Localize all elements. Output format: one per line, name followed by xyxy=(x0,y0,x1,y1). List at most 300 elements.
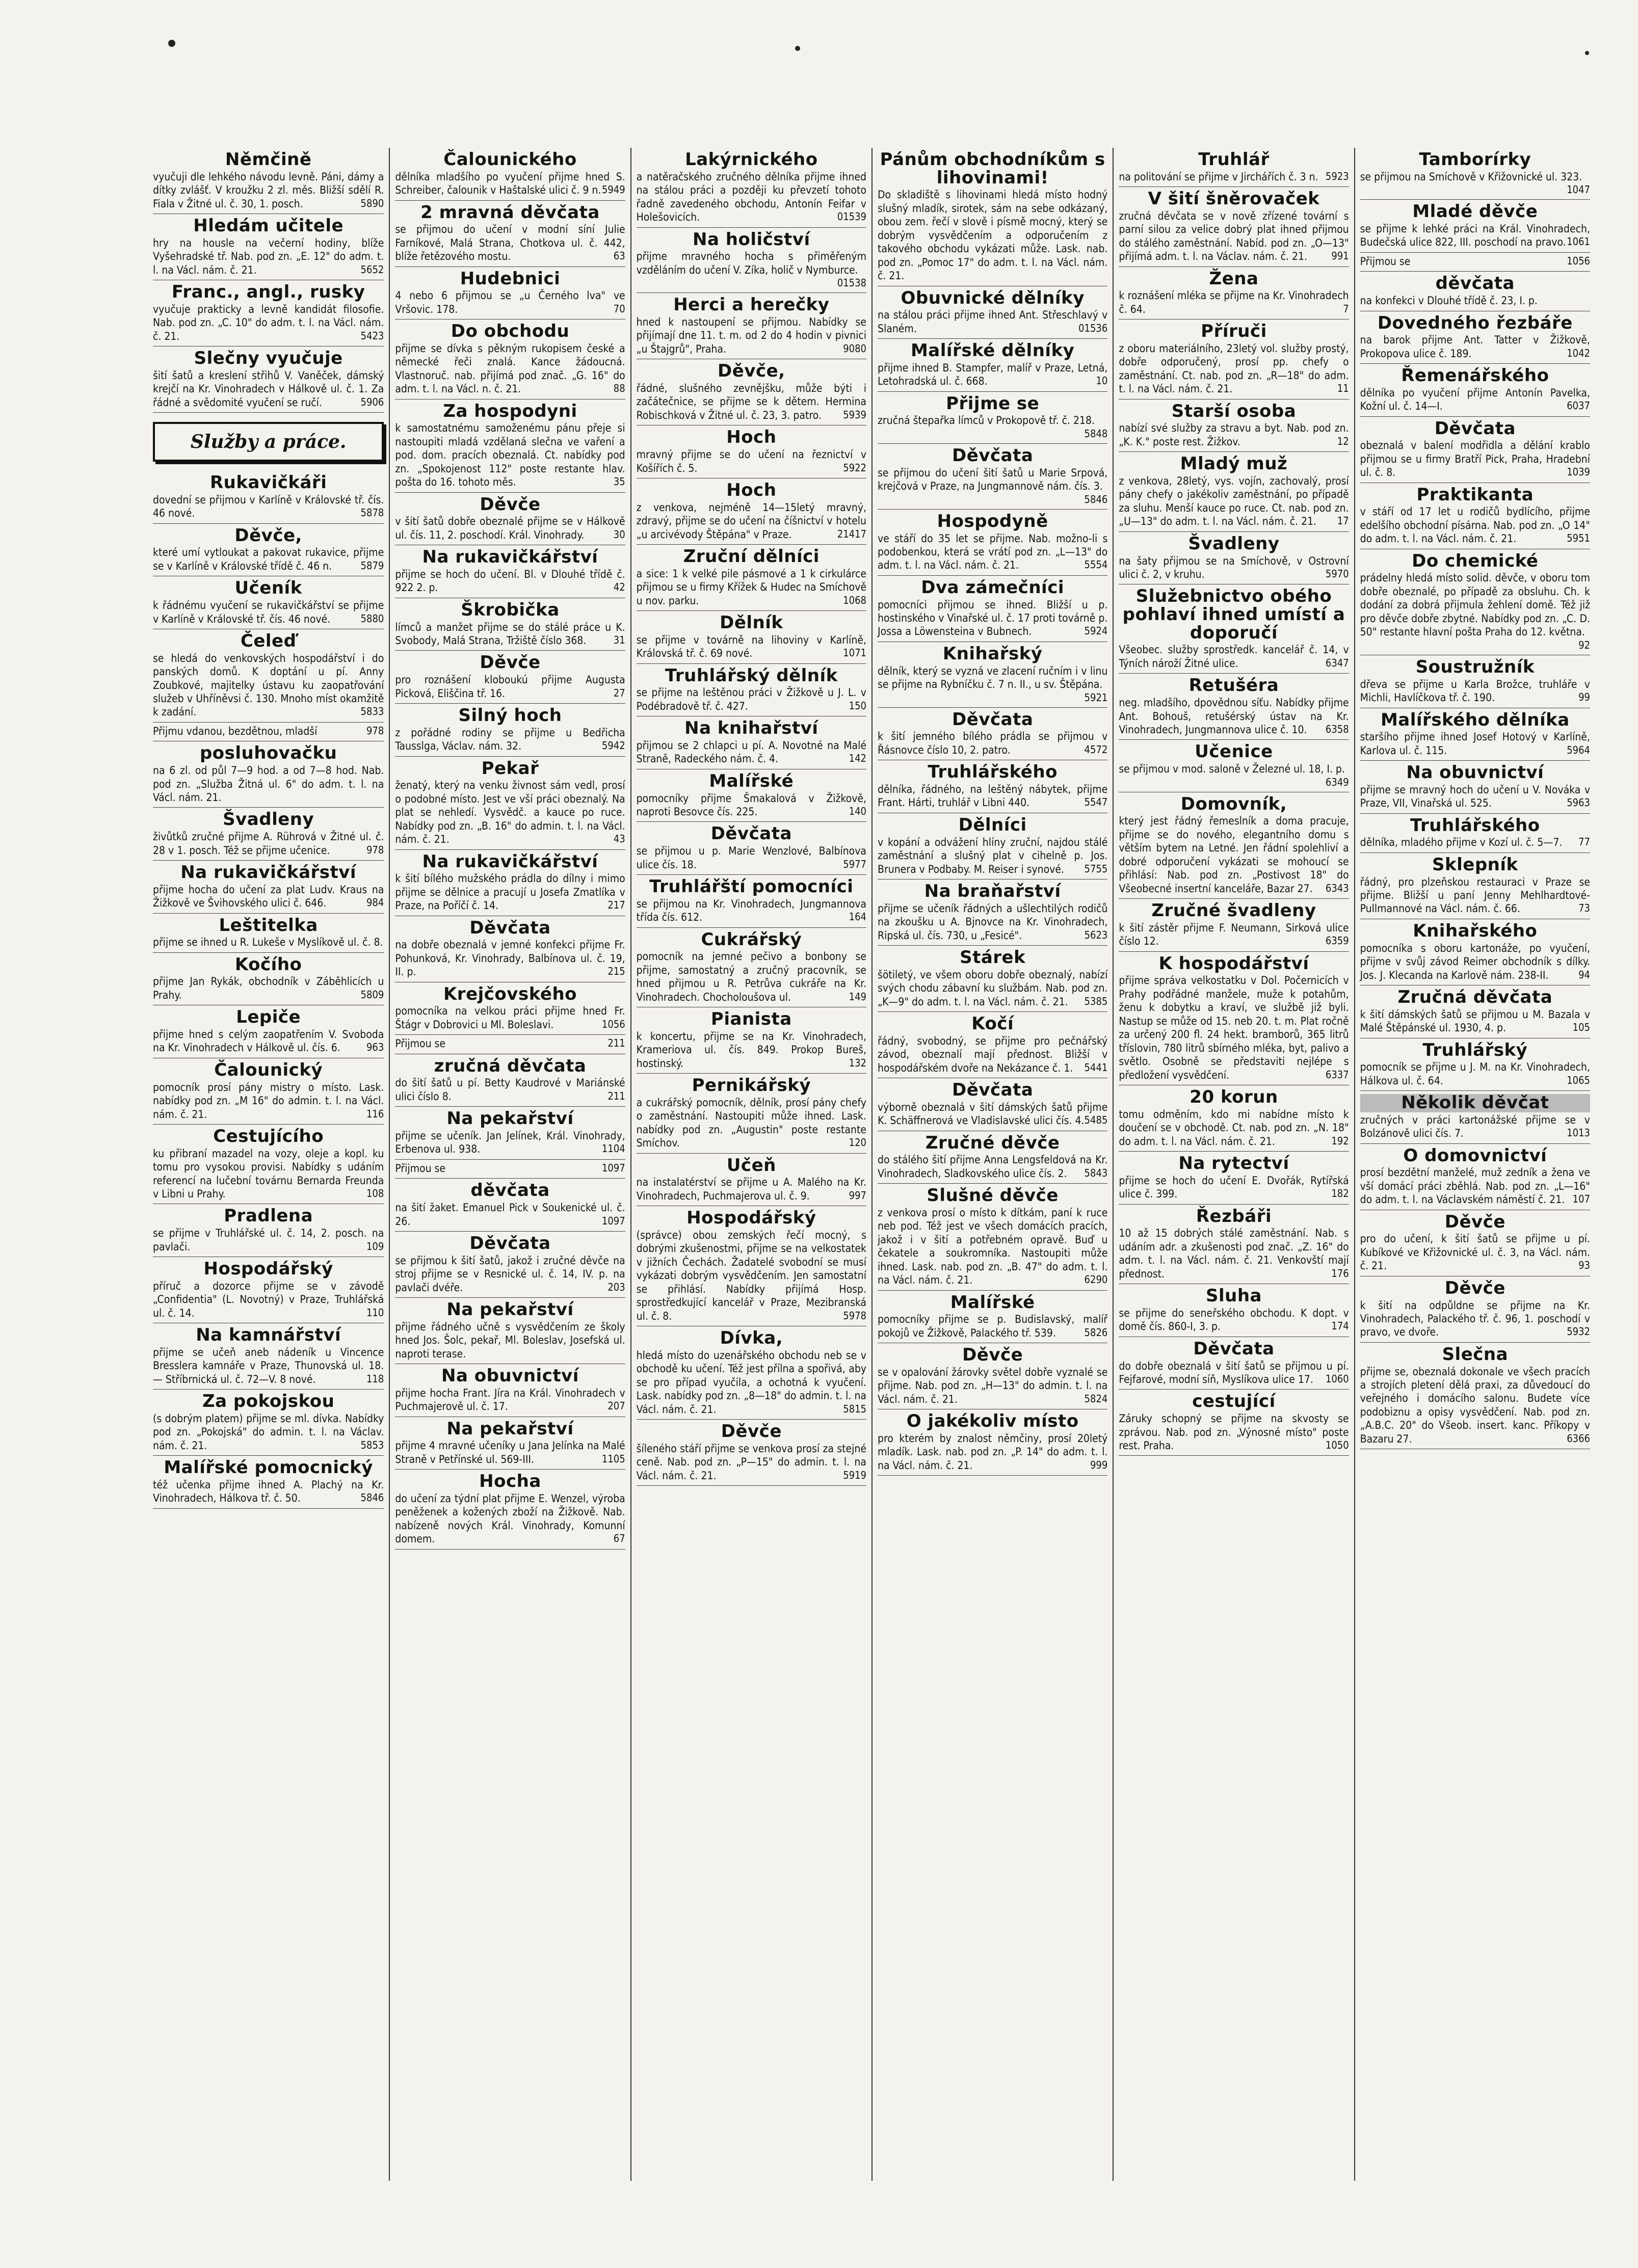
ad-number: 984 xyxy=(366,896,384,909)
ad-body: staršího přijme ihned Josef Hotový v Karlíně, Karlova ul. č. 115. 5964 xyxy=(1360,731,1590,757)
classified-ad xyxy=(1119,792,1349,899)
classified-ad xyxy=(1360,483,1590,549)
classified-ad xyxy=(637,611,866,664)
ad-heading: Na obuvnictví xyxy=(441,1366,579,1386)
ad-body: Do skladiště s lihovinami hledá místo hodný slušný mladík, sirotek, sám na sebe odkázaný, obou zem. řečí v slově i písmě mocný, který se dobrým vysvědčením a odporučením z takového obchodu vykázati může. Lask. nab. pod zn. „Pomoc 17" do adm. t. l. na Václ. nám. č. 21. xyxy=(878,189,1108,282)
ad-heading: Na rukavičkářství xyxy=(422,851,598,872)
ad-heading: Truhlářského xyxy=(928,762,1058,783)
ad-heading: Malířského dělníka xyxy=(1380,709,1570,730)
classified-ad xyxy=(153,148,384,214)
ad-body: pomocník na jemné pečivo a bonbony se přijme, samostatný a zručný pracovník, se hned přijmou u R. Petrůva cukráře na Kr. Vinohradech. Chocholoušova ul. 149 xyxy=(636,950,866,1003)
classified-ad xyxy=(1119,399,1349,452)
ad-heading: Kočí xyxy=(971,1013,1014,1034)
section-banner: Služby a práce. xyxy=(153,422,384,462)
ad-body: dělníka mladšího po vyučení přijme hned S. Schreiber, čalounik v Haštalské ulici č. 9 n. 5949 xyxy=(395,170,625,197)
ad-heading: Retušéra xyxy=(1188,675,1279,696)
ad-number: 110 xyxy=(366,1306,384,1319)
ad-body: též učenka přijme ihned A. Plachý na Kr. Vinohradech, Hálkova tř. č. 50. 5846 xyxy=(153,1478,384,1505)
ad-number: 963 xyxy=(366,1041,384,1054)
ad-number: 5942 xyxy=(601,739,625,752)
ad-heading: Dělníci xyxy=(958,814,1027,835)
classified-ad xyxy=(1360,253,1590,272)
ad-number: 5923 xyxy=(1325,170,1349,182)
ad-body: (s dobrým platem) přijme se ml. dívka. Nabídky pod zn. „Pokojská" do admin. t. l. na Václav. nám. č. 21. 5853 xyxy=(153,1412,384,1452)
classified-ad xyxy=(153,280,384,346)
ad-body: pro do učení, k šití šatů se přijme u pí. Kubíkové ve Křižovnické ul. č. 3, na Václ. nám. č. 21. 93 xyxy=(1360,1233,1590,1272)
classified-ad xyxy=(395,201,625,267)
ad-number: 5879 xyxy=(360,559,384,572)
ad-body: se přijme v Truhlářské ul. č. 14, 2. posch. na pavlači. 109 xyxy=(153,1227,384,1253)
ad-body: ku přibraní mazadel na vozy, oleje a kopl. ku tomu pro vysokou provisi. Nabídky s udáním referencí na lučební továrnu Bernarda Freunda v Libni u Prahy. 108 xyxy=(153,1147,384,1200)
ad-number: 1097 xyxy=(601,1161,625,1174)
ad-heading: zručná děvčata xyxy=(434,1055,587,1076)
classified-ad xyxy=(637,1206,866,1326)
classified-ad xyxy=(878,1343,1107,1409)
ad-heading: Učeň xyxy=(726,1155,776,1176)
classified-ad xyxy=(1119,674,1349,740)
ad-body: se přijmou v mod. saloně v Železné ul. 18, I. p. 6349 xyxy=(1119,763,1349,788)
ad-number: 5963 xyxy=(1567,796,1590,809)
classified-ad xyxy=(637,1074,866,1154)
ad-heading: Truhlářského xyxy=(1410,815,1540,836)
classified-ad xyxy=(153,1125,384,1205)
ad-body: k šití na odpůldne se přijme na Kr. Vinohradech, Palackého tř. č. 96, 1. poschodí v pravo, ve dvoře. 5932 xyxy=(1360,1299,1590,1339)
classified-ad xyxy=(637,716,866,769)
ad-heading: Malířské pomocnický xyxy=(164,1457,373,1478)
ad-heading: Pánům obchodníkům s lihovinami! xyxy=(880,149,1105,188)
ad-heading: Sklepník xyxy=(1432,854,1518,875)
ad-heading: Starší osoba xyxy=(1171,401,1297,421)
classified-ad xyxy=(878,760,1107,813)
ad-body: přijme se, obeznalá dokonale ve všech pracích a strojích pletení dělá praxi, za důvedoucí do veřejného i domácího salonu. Budete více podobiznu a opisy vysvědčení. Nab. pod zn. „A.B.C. 20" do Všeob. insert. kanc. Příkopy v Bazaru 27. 6366 xyxy=(1360,1365,1590,1445)
ad-heading: Učeník xyxy=(234,578,302,599)
punch-hole xyxy=(795,46,800,51)
classified-ad xyxy=(395,148,625,201)
ad-body: přijme hocha do učení za plat Ludv. Kraus na Žižkově ve Švihovského ulici č. 646. 984 xyxy=(153,883,384,910)
classified-ad xyxy=(637,1154,866,1207)
ad-body: pomocníky přijme se p. Budislavský, malíř pokojů ve Žižkově, Palackého tř. 539. 5826 xyxy=(878,1313,1108,1339)
ad-heading: Řemenářského xyxy=(1401,365,1549,386)
ad-heading: Služebnictvo obého pohlaví ihned umístí a doporučí xyxy=(1122,586,1345,643)
ad-number: 42 xyxy=(613,581,625,594)
ad-number: 5815 xyxy=(843,1402,866,1415)
ad-number: 1071 xyxy=(843,647,866,659)
ad-heading: Do chemické xyxy=(1412,550,1539,571)
ad-number: 94 xyxy=(1578,968,1590,981)
ad-heading: Hledám učitele xyxy=(193,216,344,236)
ad-heading: Pekař xyxy=(481,758,539,779)
classified-ad xyxy=(1119,187,1349,267)
ad-number: 150 xyxy=(849,699,866,712)
ad-body: k šití jemného bílého prádla se přijmou v Řásnovce číslo 10, 2. patro. 4572 xyxy=(878,730,1108,756)
classified-ad xyxy=(878,1012,1107,1078)
classified-ad xyxy=(153,723,384,741)
ad-body: se přijmou na Smíchově v Křižovnické ul. 323. 1047 xyxy=(1360,170,1590,196)
ad-number: 1097 xyxy=(601,1214,625,1227)
ad-number: 991 xyxy=(1331,250,1349,262)
classified-ad xyxy=(878,1184,1107,1290)
ad-heading: Mladé děvče xyxy=(1412,201,1538,222)
ad-number: 5890 xyxy=(360,197,384,209)
classified-ad xyxy=(1119,148,1349,187)
ad-number: 1056 xyxy=(1567,254,1590,267)
classified-ad xyxy=(1119,319,1349,399)
ad-body: k roznášení mléka se přijme na Kr. Vinohradech č. 64. 7 xyxy=(1119,289,1349,315)
ad-body: dělníka, mladého přijme v Kozí ul. č. 5—7. 77 xyxy=(1360,836,1590,849)
classified-ad xyxy=(878,444,1107,510)
ad-heading: 2 mravná děvčata xyxy=(420,202,600,223)
classified-ad xyxy=(878,286,1107,339)
ad-number: 5554 xyxy=(1084,558,1108,571)
ad-number: 01538 xyxy=(837,277,866,289)
ad-number: 5924 xyxy=(1084,625,1108,637)
ad-body: se přijmou k šití šatů, jakož i zručné děvče na stroj přijme se v Resnické ul. č. 14, IV. p. na pavlači dvéře. 203 xyxy=(395,1254,625,1294)
ad-body: Přijmou se 1097 xyxy=(395,1161,625,1175)
classified-ad xyxy=(153,1390,384,1456)
ad-body: do stálého šití přijme Anna Lengsfeldová na Kr. Vinohradech, Sladkovského ulice čís. 2. 5843 xyxy=(878,1154,1108,1180)
ad-body: hry na housle na večerní hodiny, blíže Vyšehradské tř. Nab. pod zn. „E. 12" do adm. t. l. na Václ. nám. č. 21. 5652 xyxy=(153,236,384,276)
ad-body: k samostatnému samoženému pánu přeje si nastoupiti mladá vzdělaná slečna ve vaření a pod. dom. pracích obeznalá. Ct. nabídky pod zn. „Spokojenost 112" poste restante hlav. pošta do 16. tohoto měs. 35 xyxy=(395,422,625,489)
ad-number: 5853 xyxy=(360,1438,384,1451)
ad-body: k šití zástěr přijme F. Neumann, Sirková ulice číslo 12. 6359 xyxy=(1119,921,1349,948)
ad-body: příruč a dozorce přijme se v závodě „Confidentia" (L. Novotný) v Praze, Truhlářská ul. č. 14. 110 xyxy=(153,1279,384,1319)
ad-heading: Na kamnářství xyxy=(196,1325,341,1346)
ad-number: 5919 xyxy=(843,1469,866,1481)
ad-heading: Slečna xyxy=(1442,1344,1509,1365)
ad-heading: Děvče, xyxy=(718,361,785,382)
ad-number: 1039 xyxy=(1567,466,1590,478)
ad-number: 21417 xyxy=(837,527,866,540)
classified-ad xyxy=(878,576,1107,642)
ad-body: přijme se hoch do učení. Bl. v Dlouhé třídě č. 922 2. p. 42 xyxy=(395,568,625,594)
ad-body: k koncertu, přijme se na Kr. Vinohradech, Krameriova ul. čís. 849. Prokop Bureš, hostinský. 132 xyxy=(636,1030,866,1070)
ad-body: se přijmou do učení v modní síní Julie Farníkové, Malá Strana, Chotkova ul. č. 442, blíže řetězového mostu. 63 xyxy=(395,223,625,263)
ad-number: 5977 xyxy=(843,858,866,870)
ad-number: 10 xyxy=(1096,375,1108,387)
ad-body: do šití šatů u pí. Betty Kaudrové v Mariánské ulici číslo 8. 211 xyxy=(395,1077,625,1103)
classified-ad xyxy=(637,769,866,822)
ad-heading: Přijme se xyxy=(946,393,1040,414)
ad-number: 5824 xyxy=(1084,1392,1108,1405)
classified-ad xyxy=(395,651,625,704)
ad-number: 92 xyxy=(1578,638,1590,651)
ad-number: 17 xyxy=(1337,515,1349,527)
classified-ad xyxy=(637,293,866,359)
ad-heading: Hocha xyxy=(479,1471,541,1492)
classified-ad xyxy=(153,1005,384,1058)
ad-body: a natěračského zručného dělníka přijme ihned na stálou práci a později ku převzetí tohoto řadně zavedeného obchodu, Antonín Feifar v Holešovicích. 01539 xyxy=(636,170,866,224)
classified-ad xyxy=(878,708,1107,761)
classified-ad xyxy=(153,1257,384,1323)
ad-body: pomocníky přijme Šmakalová v Žižkově, naproti Besovce čís. 225. 140 xyxy=(636,792,866,818)
ad-body: na šití žaket. Emanuel Pick v Soukenické ul. č. 26. 1097 xyxy=(395,1202,625,1228)
ad-heading: Lepiče xyxy=(236,1007,301,1028)
ad-number: 211 xyxy=(607,1089,625,1102)
ad-body: se přijme v továrně na lihoviny v Karlíně, Královská tř. č. 69 nové. 1071 xyxy=(636,633,866,660)
classified-ad xyxy=(1119,1085,1349,1152)
ad-number: 108 xyxy=(366,1187,384,1200)
ad-heading: Zruční dělníci xyxy=(683,546,820,567)
classified-ad xyxy=(153,576,384,629)
classified-ad xyxy=(1360,1343,1590,1449)
ad-body: řádný, pro plzeňskou restauraci v Praze se přijme. Bližší u paní Jenny Mehlhardtové-Pullmannové na Václ. nám. č. 66. 73 xyxy=(1360,875,1590,915)
ad-number: 1061 xyxy=(1567,235,1590,248)
ad-body: na šaty přijmou se na Smíchově, v Ostrovní ulici č. 2, v kruhu. 5970 xyxy=(1119,554,1349,580)
classified-ad xyxy=(1360,200,1590,253)
ad-heading: Malířské dělníky xyxy=(910,340,1075,361)
classified-ad xyxy=(395,1179,625,1232)
classified-ad xyxy=(878,1291,1107,1344)
classified-ad xyxy=(878,879,1107,946)
ad-number: 5970 xyxy=(1325,567,1349,580)
ad-number: 5964 xyxy=(1567,743,1590,756)
ad-number: 1060 xyxy=(1325,1372,1349,1385)
ad-heading: Na pekařství xyxy=(446,1299,574,1320)
ad-heading: Cestujícího xyxy=(213,1126,324,1146)
ad-heading: Žena xyxy=(1209,268,1259,289)
classified-ad xyxy=(153,914,384,953)
classified-ad xyxy=(1360,985,1590,1038)
ad-body: Přijmu vdanou, bezdětnou, mladší 978 xyxy=(153,724,384,737)
ad-heading: Pianista xyxy=(710,1009,792,1030)
ad-heading: Sluha xyxy=(1205,1286,1262,1306)
ad-heading: cestující xyxy=(1192,1391,1276,1412)
ad-heading: Hospodyně xyxy=(937,511,1048,531)
classified-ad xyxy=(395,704,625,757)
ad-body: tomu odměním, kdo mi nabídne místo k doučení se v obchodě. Ct. nab. pod zn. „N. 18" do adm. t. l. na Václ. nám. č. 21. 192 xyxy=(1119,1108,1349,1148)
ad-heading: Dva zámečníci xyxy=(921,577,1065,598)
ad-heading: Mladý muž xyxy=(1180,453,1288,474)
ad-body: se přijmou na Kr. Vinohradech, Jungmannova třída čís. 612. 164 xyxy=(636,897,866,924)
classified-ad xyxy=(1360,272,1590,311)
ad-number: 5880 xyxy=(360,612,384,625)
ad-body: zručná štepařka límců v Prokopově tř. č. 218. 5848 xyxy=(878,414,1108,440)
ad-number: 01539 xyxy=(837,210,866,223)
ad-body: přijme hned s celým zaopatřením V. Svoboda na Kr. Vinohradech v Hálkově ul. čís. 6. 963 xyxy=(153,1028,384,1054)
ad-number: 120 xyxy=(849,1136,866,1149)
classified-ad xyxy=(1119,267,1349,320)
ad-body: hledá místo do uzenářského obchodu neb se v obchodě ku učení. Též jest přílna a spořivá, aby se pro případ vyučila, a ochotná k vyučení. Lask. nabídky pod zn. „8—18" do admin. t. l. na Václ. nám. č. 21. 5815 xyxy=(636,1349,866,1416)
ad-body: přijme mravného hocha s přiměřeným vzděláním do učení V. Zíka, holič v Nymburce. 01538 xyxy=(636,250,866,289)
classified-ad xyxy=(395,757,625,850)
classified-ad xyxy=(395,1417,625,1470)
ad-number: 35 xyxy=(613,475,625,488)
classified-ad xyxy=(395,267,625,320)
ad-number: 6366 xyxy=(1567,1432,1590,1445)
ad-number: 5922 xyxy=(843,461,866,474)
ad-heading: Několik děvčat xyxy=(1360,1094,1590,1112)
ad-body: v kopání a odvážení hlíny zruční, najdou stálé zaměstnání a slušný plat v cihelně p. Jos. Brunera v Podbaby. M. Reiser i synové. 5755 xyxy=(878,836,1108,875)
ad-body: přijme hocha Frant. Jíra na Král. Vinohradech v Puchmajerově ul. č. 17. 207 xyxy=(395,1386,625,1413)
ad-number: 1056 xyxy=(601,1018,625,1030)
ad-heading: Dovedného řezbáře xyxy=(1377,312,1573,333)
classified-ad xyxy=(1360,708,1590,761)
ad-heading: Švadleny xyxy=(1188,533,1280,554)
classified-ad xyxy=(1119,1152,1349,1205)
ad-body: ve stáří do 35 let se přijme. Nab. možno-li s podobenkou, která se vrátí pod zn. „L—13" do adm. t. l. na Václ. nám. č. 21. 5554 xyxy=(878,532,1108,572)
ad-body: (správce) obou zemských řečí mocný, s dobrými zkušenostmi, přijme se na velkostatek v jižních Čechách. Žadatelé svobodní se musí vykázati dobrým vysvědčením. Jen samostatní se přihlásí. Nabídky přijímá Hosp. sprostředkující kancelář v Praze, Mezibranská ul. č. 8. 5978 xyxy=(636,1229,866,1322)
punch-hole xyxy=(168,40,175,47)
ad-heading: Děvče xyxy=(1444,1277,1505,1298)
ad-body: na 6 zl. od půl 7—9 hod. a od 7—8 hod. Nab. pod zn. „Služba Žitná ul. 6" do adm. t. l. na Václ. nám. 21. xyxy=(153,764,384,804)
ad-heading: Stárek xyxy=(960,947,1026,968)
ad-body: pro roznášení kloboukú přijme Augusta Picková, Eliščina tř. 16. 27 xyxy=(395,674,625,700)
ad-number: 88 xyxy=(613,382,625,395)
ad-number: 174 xyxy=(1331,1320,1349,1332)
ad-number: 1050 xyxy=(1325,1439,1349,1451)
ad-body: mravný přijme se do učení na řeznictví v Košířích č. 5. 5922 xyxy=(636,448,866,474)
classified-ad xyxy=(395,598,625,651)
ad-number: 5932 xyxy=(1567,1325,1590,1338)
ad-heading: Děvčata xyxy=(952,709,1034,730)
ad-number: 27 xyxy=(613,686,625,699)
ad-number: 140 xyxy=(849,805,866,817)
classified-ad xyxy=(637,425,866,478)
ad-number: 70 xyxy=(613,302,625,315)
ad-heading: Franc., angl., rusky xyxy=(171,282,365,303)
ad-body: obeznalá v balení modřidla a dělání krablo přijmou se u firmy Bratří Pick, Praha, Hradební ul. č. 8. 1039 xyxy=(1360,439,1590,479)
ad-body: pomocník prosí pány mistry o místo. Lask. nabídky pod zn. „M 16" do admin. t. l. na Václ. nám. č. 21. 116 xyxy=(153,1081,384,1120)
ad-number: 5939 xyxy=(843,408,866,421)
ad-body: šíleného stáří přijme se venkova prosí za stejné ceně. Nab. pod zn. „P—15" do admin. t. l. na Václ. nám. č. 21. 5919 xyxy=(636,1442,866,1482)
ad-number: 1105 xyxy=(601,1452,625,1465)
column-4 xyxy=(871,148,1113,2181)
classified-ad xyxy=(153,1058,384,1125)
ad-body: límců a manžet přijme se do stálé práce u K. Svobody, Malá Strana, Tržiště číslo 368. 31 xyxy=(395,621,625,647)
classified-ad xyxy=(395,399,625,493)
ad-body: se přijmou do učení šití šatů u Marie Srpová, krejčová v Praze, na Jungmannově nám. čís. 3. 5846 xyxy=(878,466,1108,505)
ad-number: 5423 xyxy=(360,329,384,342)
ad-number: 107 xyxy=(1572,1193,1590,1206)
ad-heading: Děvče xyxy=(1444,1211,1505,1232)
ad-number: 1042 xyxy=(1567,346,1590,359)
ad-heading: Pernikářský xyxy=(692,1075,811,1096)
ad-number: 11 xyxy=(1337,382,1349,395)
ad-body: se přijme do seneřského obchodu. K dopt. v domě čís. 860-I, 3. p. 174 xyxy=(1119,1306,1349,1333)
classified-ad xyxy=(637,1420,866,1486)
ad-body: přijme se ihned u R. Lukeše v Myslíkově ul. č. 8. xyxy=(153,936,383,949)
ad-number: 176 xyxy=(1331,1267,1349,1279)
classified-ad xyxy=(395,916,625,982)
ad-body: zručná děvčata se v nově zřízené tovární s parní silou za velice dobrý plat ihned přijmou do stálého zaměstnání. Nabíd. pod zn. „O—13" přijímá adm. t. l. na Václav. nám. č. 21. 991 xyxy=(1119,209,1349,263)
ad-number: 5848 xyxy=(1084,427,1108,440)
classified-ad xyxy=(637,1007,866,1074)
ad-heading: Za hospodyni xyxy=(443,401,577,421)
ad-body: se hledá do venkovských hospodářství i do panských domů. K doptání u pí. Anny Zoubkové, majitelky ústavu ku zaopatřování služeb v Uhříněvsi č. 130. Mnoho míst okamžitě k zadání. 5833 xyxy=(153,652,384,718)
ad-number: 1013 xyxy=(1567,1127,1590,1139)
column-5 xyxy=(1113,148,1354,2181)
classified-ad xyxy=(1360,364,1590,417)
ad-number: 6347 xyxy=(1325,656,1349,669)
ad-body: do dobře obeznalá v šití šatů se přijmou u pí. Fejfarové, modní síň, Myslíkova ulice 17. 1060 xyxy=(1119,1359,1349,1385)
classified-ad xyxy=(153,524,384,577)
ad-heading: Herci a herečky xyxy=(673,295,830,315)
classified-ad xyxy=(1119,452,1349,532)
ad-heading: Hoch xyxy=(726,427,777,448)
ad-body: se přijme k lehké práci na Král. Vinohradech, Budečská ulice 822, III. poschodí na pravo. 1061 xyxy=(1360,223,1590,249)
ad-number: 164 xyxy=(849,911,866,923)
ad-heading: Na obuvnictví xyxy=(1406,762,1544,783)
ad-number: 7 xyxy=(1343,302,1349,315)
ad-heading: V šití šněrovaček xyxy=(1148,189,1320,209)
ad-number: 5826 xyxy=(1084,1326,1108,1339)
ad-body: dovední se přijmou v Karlíně v Královské tř. čís. 46 nové. 5878 xyxy=(153,493,384,520)
classified-ad xyxy=(395,1035,625,1054)
ad-number: 93 xyxy=(1578,1259,1590,1272)
ad-heading: Obuvnické dělníky xyxy=(901,287,1085,308)
ad-body: dělníka, řádného, na leštěný nábytek, přijme Frant. Hárti, truhlář v Libni 440. 5547 xyxy=(878,783,1108,809)
classified-ad xyxy=(395,1364,625,1417)
ad-heading: Dívka, xyxy=(720,1328,783,1349)
ad-body: řádné, slušného zevnějšku, může býti i začátečnice, se přijme se k dětem. Hermina Robischková v Žitné ul. č. 23, 3. patro. 5939 xyxy=(636,382,866,421)
ad-number: 5846 xyxy=(360,1491,384,1504)
classified-ad xyxy=(1360,1276,1590,1343)
ad-body: pomocníka na velkou práci přijme hned Fr. Štágr v Dobrovici u Ml. Boleslavi. 1056 xyxy=(395,1005,625,1031)
classified-ad xyxy=(878,1078,1107,1131)
classified-ad xyxy=(637,928,866,1008)
ad-body: přijme správa velkostatku v Dol. Počernicích v Prahy podřádné manžele, muže k potahům, ženu k dobytku a kraví, ve službě již byli. Nastup se může od 15. neb 20. t. m. Plat ročně za určený 200 fl. 24 hekt. bramborů, 365 litrů tříslovin, 780 litrů sbírného mléka, byt, palivo a světlo. Osobně se představiti nejlépe s předložení vysvědčení. 6337 xyxy=(1119,974,1349,1081)
classified-ad xyxy=(395,1160,625,1179)
ad-heading: Na braňařství xyxy=(924,880,1061,901)
ad-number: 5878 xyxy=(360,506,384,519)
ad-body: Přijmou se 211 xyxy=(395,1037,625,1050)
ad-body: dělník, který se vyzná ve zlacení ručním i v linu se přijme na Rybníčku č. 7 n. II., u sv. Štěpána. 5921 xyxy=(878,664,1108,704)
ad-heading: K hospodářství xyxy=(1158,953,1309,974)
ad-number: 118 xyxy=(366,1372,384,1385)
classified-ad xyxy=(153,1204,384,1257)
classified-ad xyxy=(637,148,866,228)
ad-heading: Na holičství xyxy=(693,229,810,250)
ad-body: z venkova, 28letý, vys. vojín, zachovalý, prosí pány chefy o jakékoliv zaměstnání, po případě za sluhu. Menší kauce po ruce. Ct. nab. pod zn. „U—13" do adm. t. l. na Václ. nám. č. 21. 17 xyxy=(1119,475,1349,528)
ad-body: přijme řádného učně s vysvědčením ze školy hned Jos. Šolc, pekař, Ml. Boleslav, Josefská ul. naproti terase. xyxy=(395,1320,625,1360)
ad-body: řádný, svobodný, se přijme pro pečnářský závod, obeznalí mají přednost. Bližší v hospodářském dvoře na Nekázance č. 1. 5441 xyxy=(878,1034,1108,1074)
ad-body: dřeva se přijme u Karla Brožce, truhláře v Michli, Havlíčkova tř. č. 190. 99 xyxy=(1360,678,1590,704)
ad-body: do učení za týdní plat přijme E. Wenzel, výroba peněženek a kožených zboží na Žižkově. Nab. nabízeně nových Král. Vinohrady, Komunní domem. 67 xyxy=(395,1492,625,1545)
ad-heading: Na rukavičkářství xyxy=(422,547,598,568)
classified-ad xyxy=(637,1326,866,1420)
ad-number: 207 xyxy=(607,1400,625,1412)
ad-body: přijme se hoch do učení E. Dvořák, Rytířská ulice č. 399. 182 xyxy=(1119,1174,1349,1200)
ad-heading: Dělník xyxy=(720,612,783,633)
classified-ad xyxy=(153,1456,384,1509)
ad-body: pomocníka s oboru kartonáže, po vyučení, přijme v svůj závod Reimer obchodník s dílky. Jos. J. Klecanda na Karlově nám. 238-II. 94 xyxy=(1360,942,1590,981)
ad-body: se přijme na leštěnou práci v Žižkově u J. L. v Podébradově tř. č. 427. 150 xyxy=(636,686,866,712)
ad-number: 217 xyxy=(607,899,625,912)
ad-heading: Malířské xyxy=(709,770,794,791)
ad-heading: Čeleď xyxy=(240,630,297,651)
ad-number: 43 xyxy=(613,833,625,845)
ad-number: 31 xyxy=(613,634,625,647)
classified-ad xyxy=(1360,417,1590,483)
ad-number: 5921 xyxy=(1084,691,1108,704)
ad-body: k šití dámských šatů se přijmou u M. Bazala v Malé Štěpánské ul. 1930, 4. p. 105 xyxy=(1360,1008,1590,1034)
ad-heading: O domovnictví xyxy=(1403,1145,1547,1166)
ad-number: 978 xyxy=(366,724,384,737)
ad-body: pomocník se přijme u J. M. na Kr. Vinohradech, Hálkova ul. č. 64. 1065 xyxy=(1360,1061,1590,1087)
ad-heading: Čalounického xyxy=(443,149,577,170)
classified-ad xyxy=(395,1470,625,1550)
ad-number: 12 xyxy=(1337,435,1349,447)
ad-heading: děvčata xyxy=(1435,273,1515,294)
ad-number: 5978 xyxy=(843,1309,866,1322)
classified-ad xyxy=(878,1131,1107,1184)
classified-ad xyxy=(1360,655,1590,708)
classified-ad xyxy=(153,346,384,413)
ad-number: 5623 xyxy=(1084,928,1108,941)
classified-ad xyxy=(395,493,625,546)
ad-body: 4 nebo 6 přijmou se „u Černého lva" ve Vršovic. 178. 70 xyxy=(395,289,625,315)
ad-heading: 20 korun xyxy=(1190,1087,1278,1108)
